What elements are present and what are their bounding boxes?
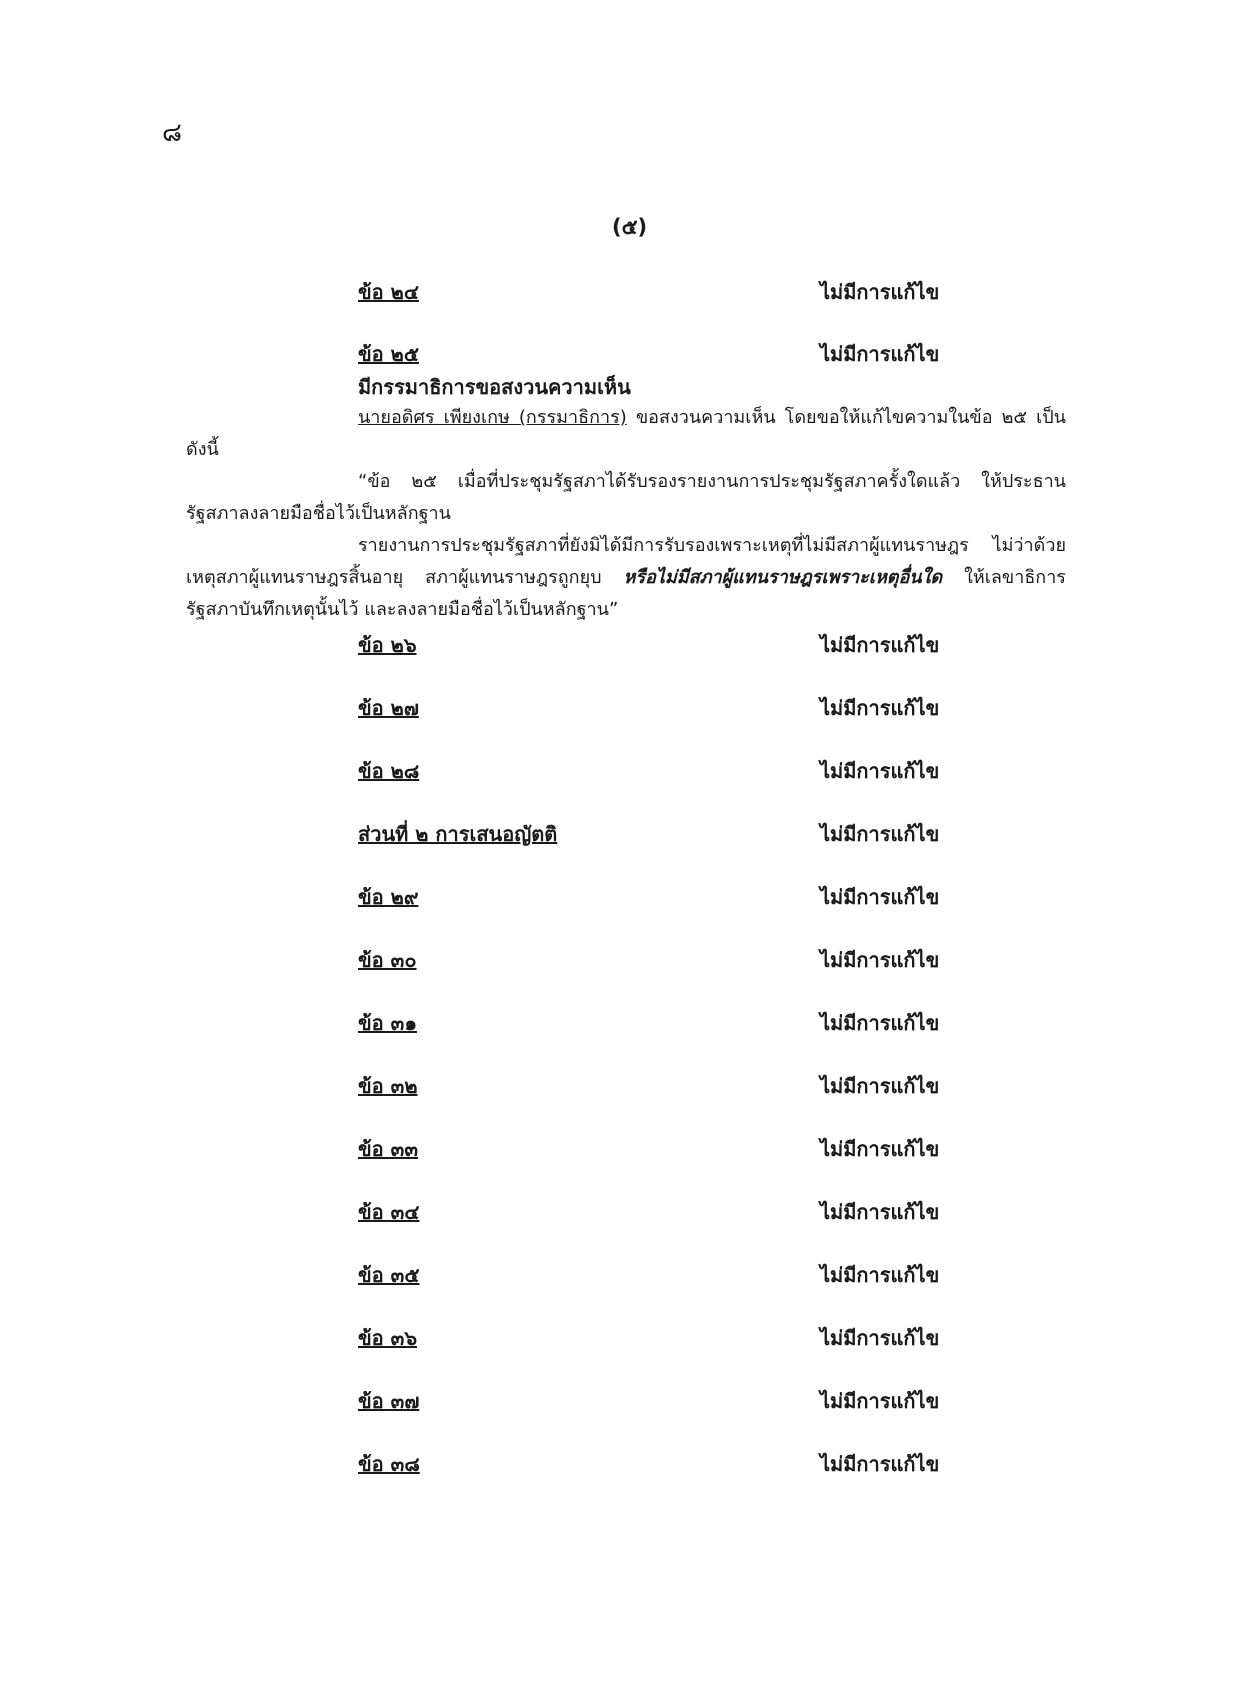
- article-row-status: ไม่มีการแก้ไข: [820, 1263, 940, 1287]
- page-number: ๘: [162, 118, 183, 148]
- opinion-intro-paragraph: [186, 402, 1066, 466]
- article-row-status: ไม่มีการแก้ไข: [820, 1200, 940, 1224]
- article-row-label: ข้อ ๓๑: [358, 1011, 418, 1035]
- quoted-text-end: ให้เลขาธิการรัฐสภาบันทึกเหตุนั้นไว้ และลงลายมือชื่อไว้เป็นหลักฐาน”: [186, 567, 1066, 620]
- quoted-text: รายงานการประชุมรัฐสภาที่ยังมิได้มีการรับรองเพราะเหตุที่ไม่มีสภาผู้แทนราษฎร ไม่ว่าด้วยเหตุสภาผู้แทนราษฎรสิ้นอายุ สภาผู้แทนราษฎรถูกยุบ: [186, 535, 1066, 588]
- article-row-status: ไม่มีการแก้ไข: [820, 948, 940, 972]
- article-row-status: ไม่มีการแก้ไข: [820, 1452, 940, 1476]
- article-row-label: ข้อ ๒๙: [358, 885, 419, 909]
- article-row-label: ข้อ ๓๘: [358, 1452, 420, 1476]
- opinion-intro: ขอสงวนความเห็น โดยขอให้แก้ไขความในข้อ ๒๕ เป็นดังนี้: [186, 407, 1066, 460]
- article-row-status: ไม่มีการแก้ไข: [820, 1389, 940, 1413]
- commissioner-name: นายอดิศร เพียงเกษ (กรรมาธิการ): [358, 407, 627, 428]
- section-number: (๕): [612, 215, 648, 239]
- article-row-label: ข้อ ๓๒: [358, 1074, 418, 1098]
- article-row-status: ไม่มีการแก้ไข: [820, 885, 940, 909]
- article-row-status: ไม่มีการแก้ไข: [820, 1326, 940, 1350]
- quoted-paragraph-2: [186, 530, 1066, 626]
- article-row-label: ข้อ ๓๕: [358, 1263, 420, 1287]
- article-row-label: ข้อ ๒๔: [358, 280, 419, 304]
- article-row-status: ไม่มีการแก้ไข: [820, 342, 940, 366]
- article-row-status: ไม่มีการแก้ไข: [820, 280, 940, 304]
- article-row-status: ไม่มีการแก้ไข: [820, 696, 940, 720]
- article-row-label: ข้อ ๓๗: [358, 1389, 420, 1413]
- article-row-label: ข้อ ๓๔: [358, 1200, 420, 1224]
- article-row-status: ไม่มีการแก้ไข: [820, 633, 940, 657]
- article-row-status: ไม่มีการแก้ไข: [820, 1011, 940, 1035]
- emphasized-text: หรือไม่มีสภาผู้แทนราษฎรเพราะเหตุอื่นใด: [623, 567, 943, 588]
- article-row-status: ไม่มีการแก้ไข: [820, 759, 940, 783]
- article-row-label: ข้อ ๓๓: [358, 1137, 418, 1161]
- article-row-label: ข้อ ๒๗: [358, 696, 419, 720]
- article-row-label: ข้อ ๒๖: [358, 633, 417, 657]
- article-row-label: ข้อ ๒๘: [358, 759, 420, 783]
- reserved-opinion-text: [186, 402, 1066, 626]
- article-row-label: ข้อ ๓๖: [358, 1326, 418, 1350]
- article-row-label: ข้อ ๒๕: [358, 342, 419, 366]
- reserved-opinion-heading: มีกรรมาธิการขอสงวนความเห็น: [358, 375, 631, 399]
- article-row-status: ไม่มีการแก้ไข: [820, 1137, 940, 1161]
- part-heading-label: ส่วนที่ ๒ การเสนอญัตติ: [358, 822, 558, 846]
- article-row-status: ไม่มีการแก้ไข: [820, 1074, 940, 1098]
- quoted-paragraph-1: “ข้อ ๒๕ เมื่อที่ประชุมรัฐสภาได้รับรองรายงานการประชุมรัฐสภาครั้งใดแล้ว ให้ประธานรัฐสภาลงลายมือชื่อไว้เป็นหลักฐาน: [186, 471, 1066, 524]
- article-row-status: ไม่มีการแก้ไข: [820, 822, 940, 846]
- article-row-label: ข้อ ๓๐: [358, 948, 417, 972]
